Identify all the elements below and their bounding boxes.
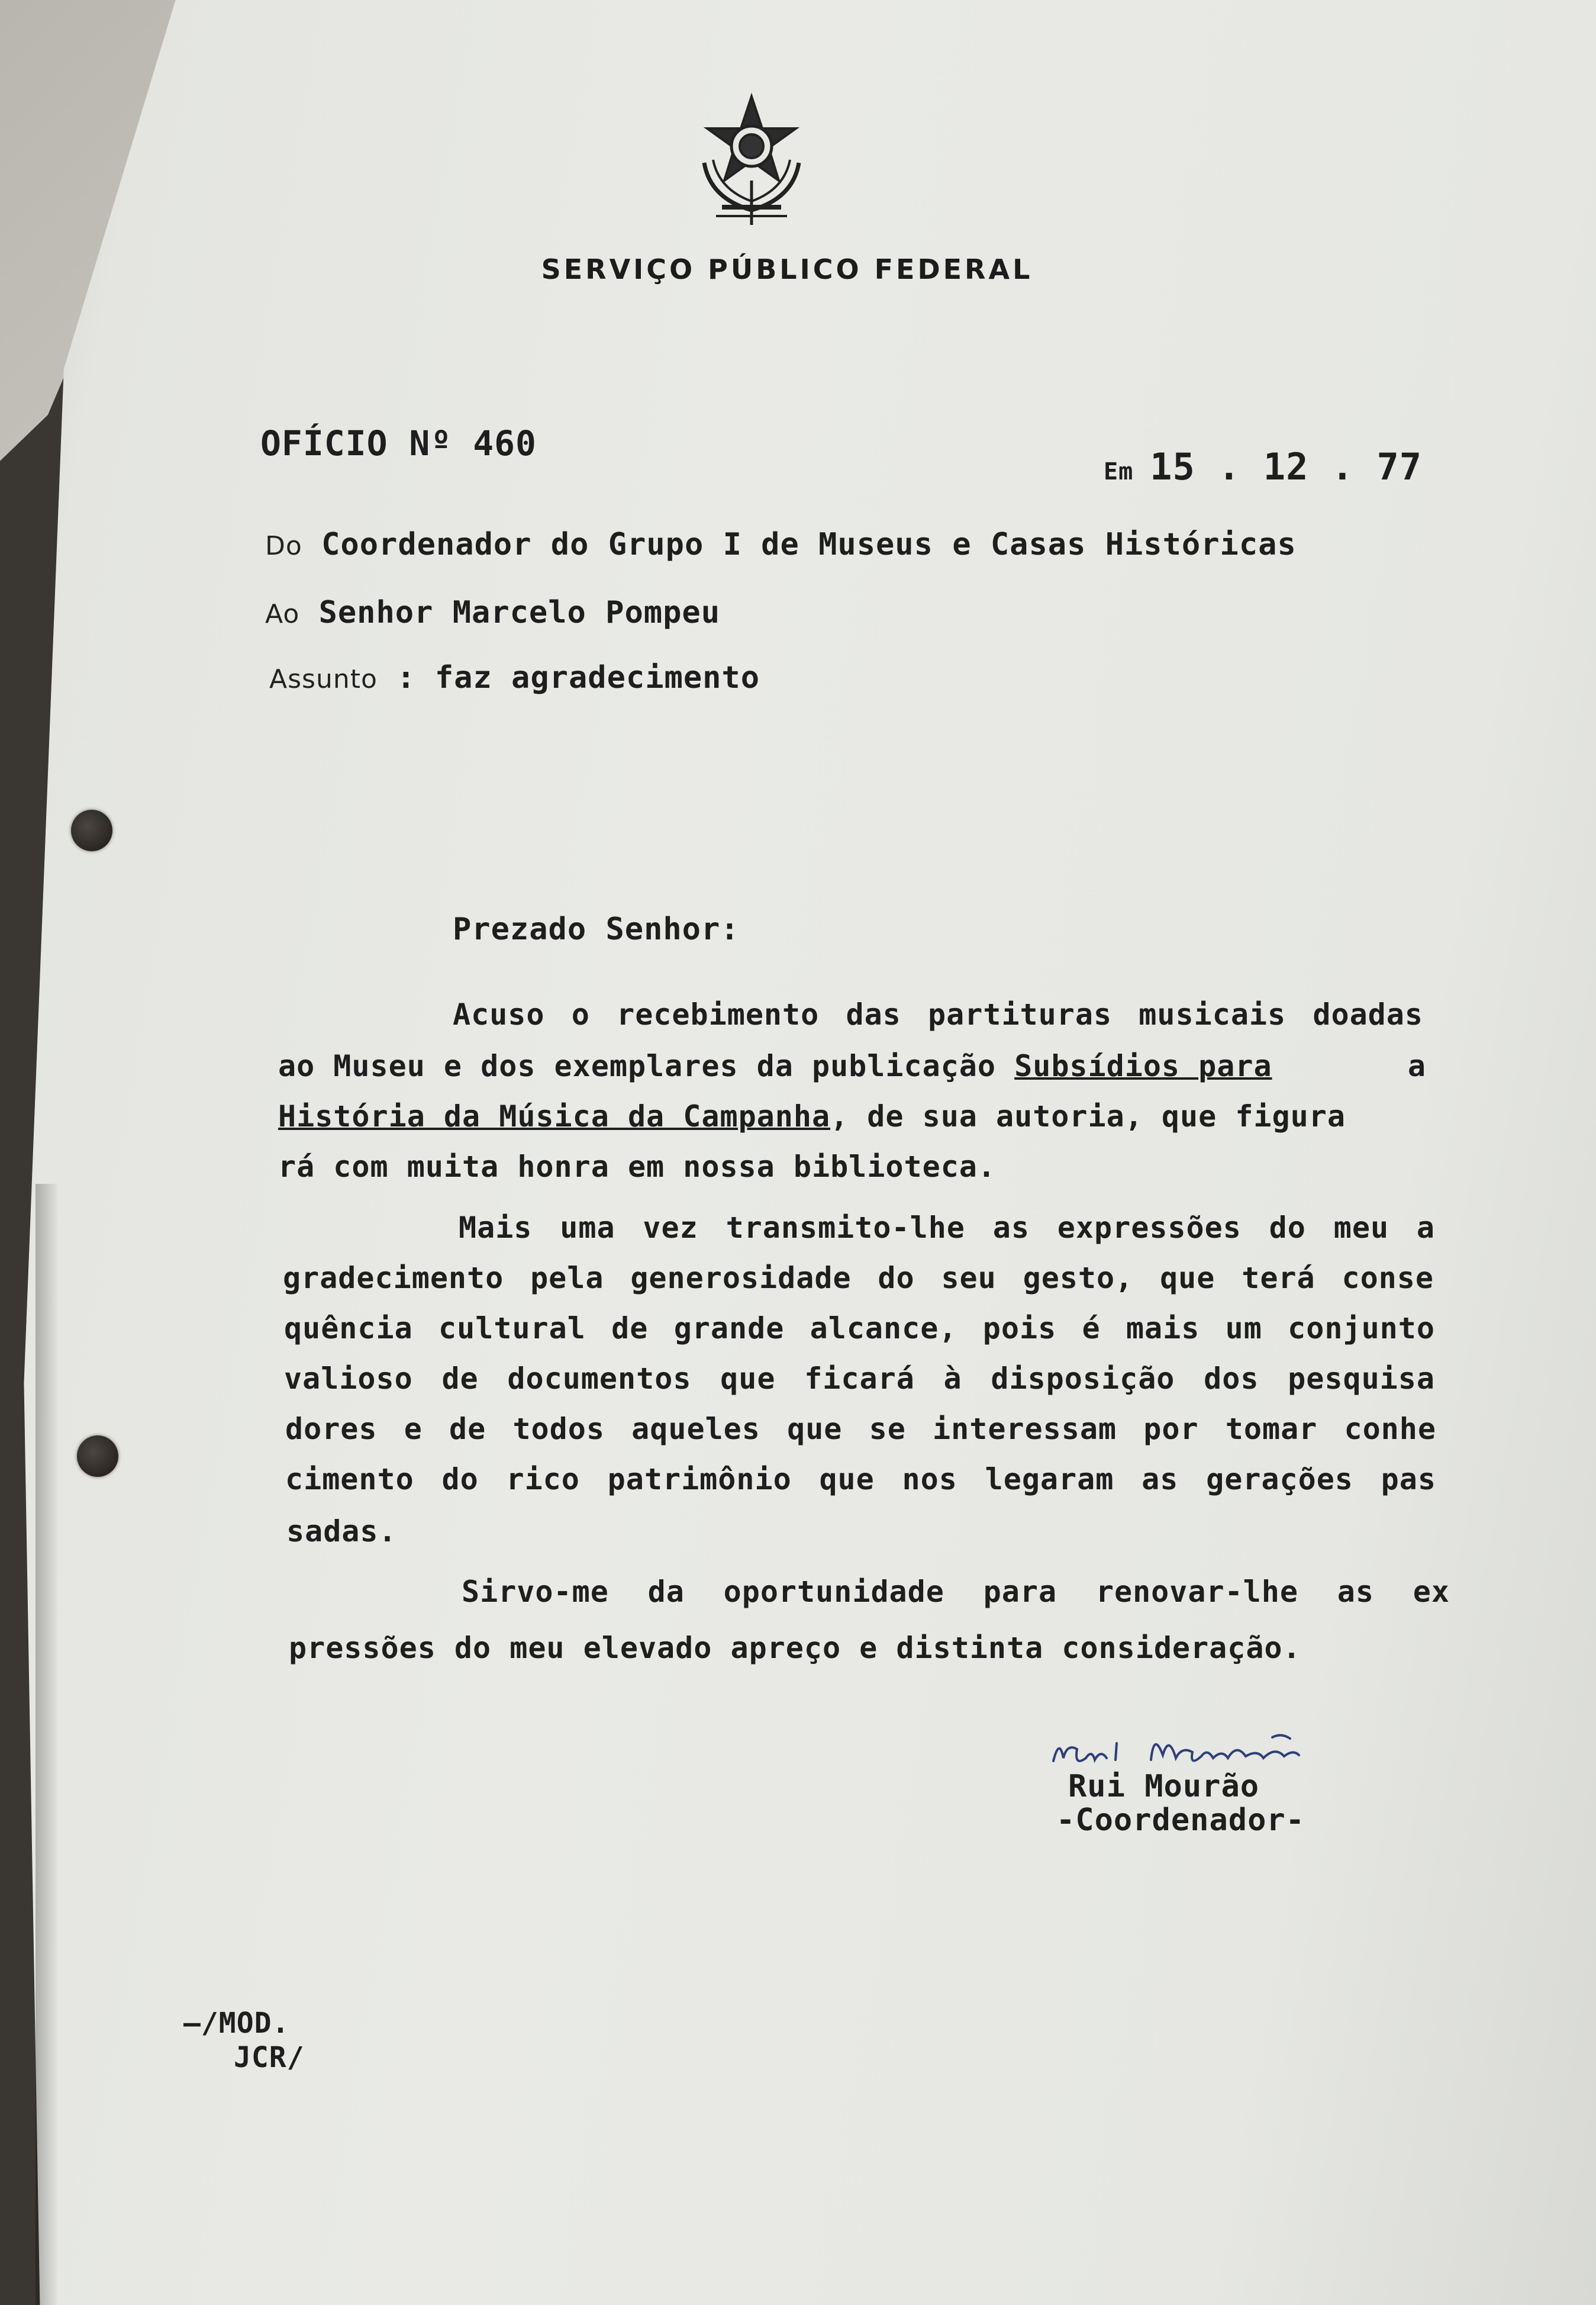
oficio-number: 460: [473, 423, 537, 463]
paragraph2-line6: cimento do rico patrimônio que nos legaram as gerações pas: [285, 1462, 1436, 1496]
paragraph3-line2: pressões do meu elevado apreço e distinta consideração.: [289, 1631, 1301, 1665]
punch-hole-top: [71, 810, 112, 851]
subject-value: : faz agradecimento: [396, 660, 760, 696]
paragraph1-line2-end: a: [1407, 1049, 1426, 1083]
signer-name: Rui Mourão: [1068, 1769, 1260, 1804]
subject-label: Assunto: [269, 664, 378, 694]
paragraph1-line1: Acuso o recebimento das partituras musicais doadas: [453, 997, 1423, 1032]
publication-title-part2: História da Música da Campanha: [278, 1099, 831, 1134]
paragraph1-line3-text: , de sua autoria, que figura: [830, 1099, 1346, 1134]
signer-title: -Coordenador-: [1056, 1802, 1305, 1838]
paragraph2-line7: sadas.: [286, 1514, 397, 1549]
letterhead-title: SERVIÇO PÚBLICO FEDERAL: [541, 253, 1033, 285]
to-label: Ao: [265, 599, 300, 629]
subject-field: [269, 660, 760, 696]
punch-hole-bottom: [77, 1435, 118, 1477]
from-label: Do: [265, 531, 302, 561]
paragraph1-line4: rá com muita honra em nossa biblioteca.: [278, 1150, 996, 1184]
brazil-coat-of-arms-icon: [686, 92, 817, 228]
paragraph2-line4: valioso de documentos que ficará à disposição dos pesquisa: [284, 1361, 1435, 1396]
greeting: Prezado Senhor:: [453, 912, 740, 947]
date-value: 15 . 12 . 77: [1150, 445, 1423, 488]
typist-code-line1: —/MOD.: [183, 2007, 290, 2040]
paragraph2-line3: quência cultural de grande alcance, pois é mais um conjunto: [284, 1311, 1435, 1345]
paragraph1-line3: [278, 1099, 1450, 1134]
from-field: [265, 527, 1297, 562]
paragraph3-line1: Sirvo-me da oportunidade para renovar-lhe as ex: [462, 1575, 1450, 1609]
page-edge-shadow: [36, 1184, 59, 2305]
to-value: Senhor Marcelo Pompeu: [318, 595, 721, 630]
paragraph1-line2-text: ao Museu e dos exemplares da publicação: [278, 1049, 1015, 1083]
paragraph2-line2: gradecimento pela generosidade do seu gesto, que terá conse: [283, 1261, 1434, 1295]
publication-title-part1: Subsídios para: [1014, 1049, 1272, 1083]
from-value: Coordenador do Grupo I de Museus e Casas Históricas: [321, 527, 1297, 562]
letter-date: [1104, 445, 1422, 488]
oficio-label: OFÍCIO Nº: [260, 423, 452, 463]
to-field: [265, 595, 720, 630]
paragraph1-line2: [278, 1049, 1426, 1083]
paragraph2-line5: dores e de todos aqueles que se interessam por tomar conhe: [285, 1412, 1436, 1446]
paragraph2-line1: Mais uma vez transmito-lhe as expressões do meu a: [459, 1211, 1435, 1245]
oficio-reference: [260, 423, 537, 463]
typist-code-line2: JCR/: [234, 2041, 305, 2074]
date-prefix: Em: [1104, 458, 1134, 485]
